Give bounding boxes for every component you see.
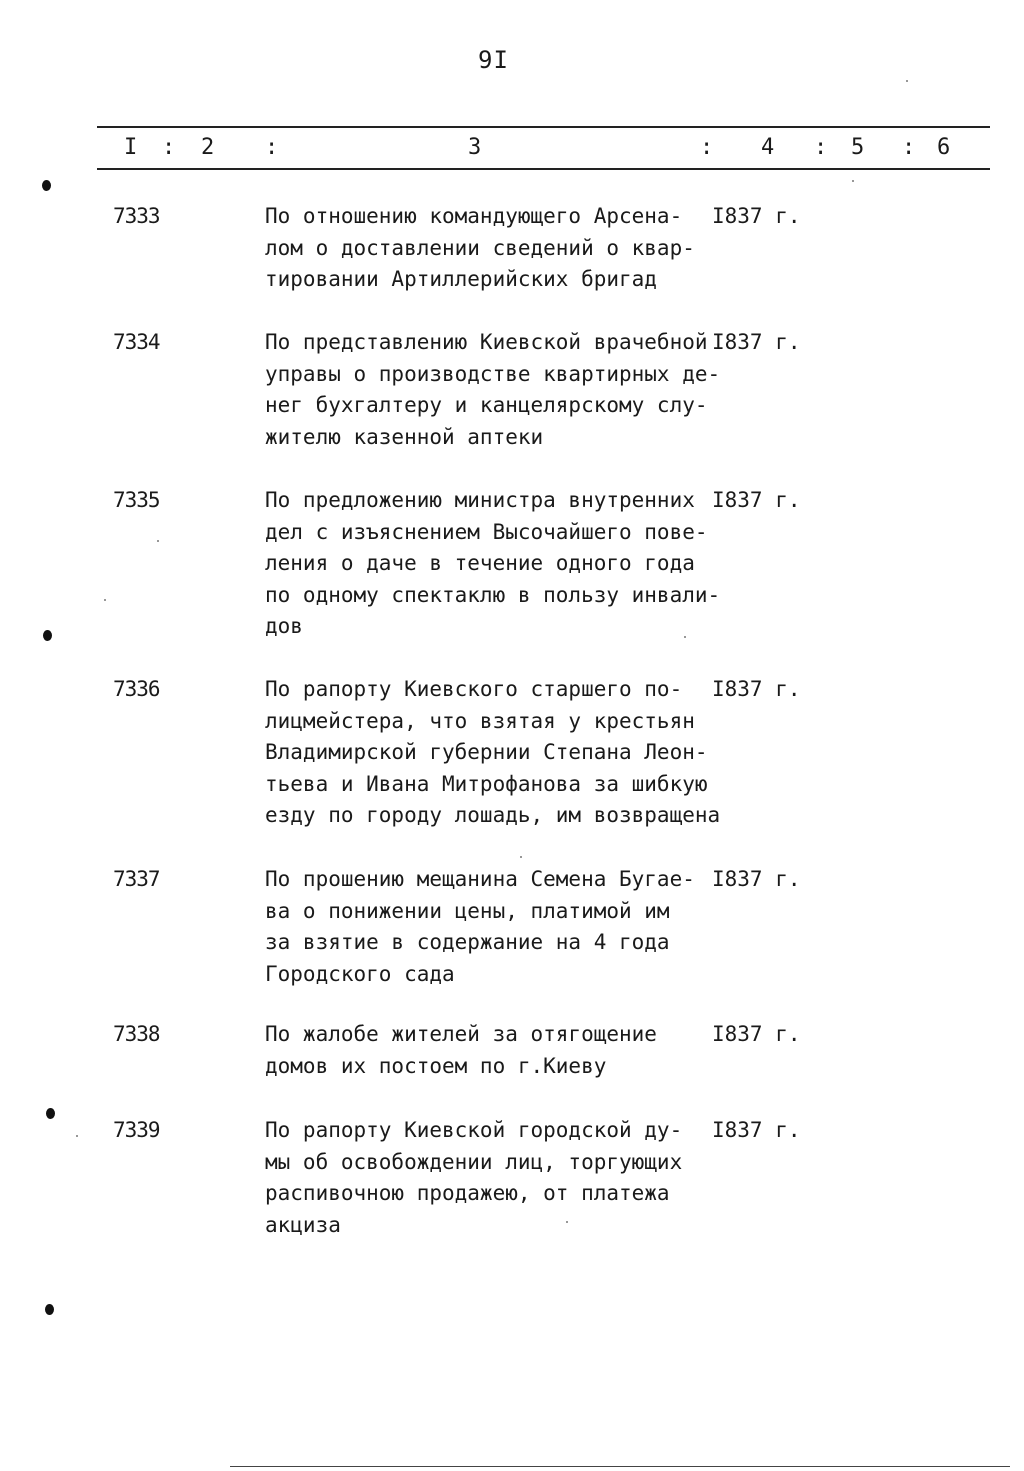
column-separator-1: : [162,135,176,160]
entry-description: По представлению Киевской врачебной управы о производстве квартирных де- нег бухгалтеру и канцелярскому слу- жителю казенной аптеки [265,330,721,449]
bottom-edge-rule [230,1466,1010,1467]
entry-year: I837 г. [712,1118,801,1142]
page-number: 9I [478,46,509,74]
scan-speck [157,540,159,542]
entry-number: 7333 [113,204,160,228]
scan-speck [76,1135,78,1137]
entry-year: I837 г. [712,488,801,512]
entry-number: 7338 [113,1022,160,1046]
column-header-1: I [124,135,138,160]
column-header-3: 3 [468,135,482,160]
scan-speck [906,80,908,82]
entry-description: По рапорту Киевского старшего по- лицмейстера, что взятая у крестьян Владимирской губернии Степана Леон- тьева и Ивана Митрофанова за шибкую езду по городу лошадь, им возвращена [265,677,721,827]
column-header-6: 6 [937,135,951,160]
scan-speck [852,180,854,182]
entry-description: По жалобе жителей за отягощение домов их постоем по г.Киеву [265,1022,657,1078]
entry-description: По прошению мещанина Семена Бугае- ва о понижении цены, платимой им за взятие в содержание на 4 года Городского сада [265,867,695,986]
entry-year: I837 г. [712,330,801,354]
entry-year: I837 г. [712,867,801,891]
entry-description: По отношению командующего Арсена- лом о доставлении сведений о квар- тировании Артиллерийских бригад [265,204,695,291]
entry-year: I837 г. [712,677,801,701]
column-header-5: 5 [851,135,865,160]
scan-speck [566,1221,568,1223]
punch-hole [45,1304,54,1315]
entry-number: 7335 [113,488,160,512]
punch-hole [46,1108,55,1119]
column-separator-2: : [265,135,279,160]
column-header-4: 4 [761,135,775,160]
entry-description: По рапорту Киевской городской ду- мы об освобождении лиц, торгующих распивочною продажею, от платежа акциза [265,1118,683,1237]
scan-speck [520,856,522,858]
column-header-2: 2 [201,135,215,160]
header-bottom-rule [97,168,990,170]
scan-speck [104,599,106,601]
column-separator-3: : [700,135,714,160]
column-separator-5: : [902,135,916,160]
punch-hole [42,180,51,191]
entry-description: По предложению министра внутренних дел с изъяснением Высочайшего пове- ления о даче в течение одного года по одному спектаклю в пользу инвали- дов [265,488,721,638]
entry-number: 7334 [113,330,160,354]
header-top-rule [97,126,990,128]
entry-number: 7337 [113,867,160,891]
entry-year: I837 г. [712,204,801,228]
entry-number: 7336 [113,677,160,701]
scan-speck [684,636,686,638]
column-separator-4: : [814,135,828,160]
entry-number: 7339 [113,1118,160,1142]
entry-year: I837 г. [712,1022,801,1046]
punch-hole [43,630,52,641]
